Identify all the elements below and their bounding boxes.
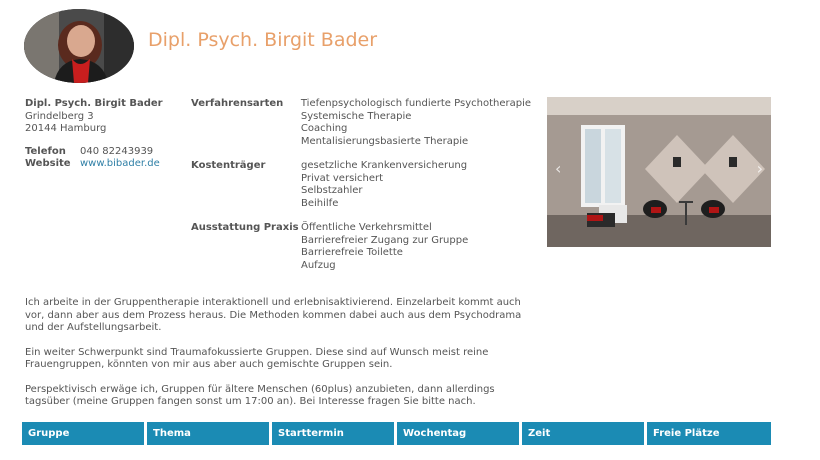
section-label: Verfahrensarten <box>191 98 284 109</box>
section-value: Beihilfe <box>301 197 339 209</box>
section-value: Öffentliche Verkehrsmittel <box>301 222 432 233</box>
column-header-thema[interactable]: Thema <box>147 422 269 445</box>
section-value: Barrierefreier Zugang zur Gruppe <box>301 234 469 246</box>
column-header-starttermin[interactable]: Starttermin <box>272 422 394 445</box>
section-label: Ausstattung Praxis <box>191 222 299 233</box>
carousel-prev-icon[interactable]: ‹ <box>555 159 562 178</box>
photo-carousel <box>547 97 771 247</box>
section-value: Privat versichert <box>301 172 384 184</box>
phone-label: Telefon <box>25 145 66 157</box>
carousel-next-icon[interactable]: › <box>756 159 763 178</box>
info-block <box>191 98 531 284</box>
section-value: Mentalisierungsbasierte Therapie <box>300 135 469 147</box>
section-value: Tiefenpsychologisch fundierte Psychotherapie <box>300 98 531 109</box>
table-header <box>22 422 771 445</box>
column-header-freie-plaetze[interactable]: Freie Plätze <box>647 422 771 445</box>
room-photo <box>547 97 771 247</box>
website-row <box>25 158 185 171</box>
section-verfahrensarten <box>191 98 531 148</box>
paragraph: Ich arbeite in der Gruppentherapie interaktionell und erlebnisaktivierend. Einzelarbeit kommt auch vor, dann aber aus dem Prozess heraus. Die Methoden kommen dabei auch aus dem Psychodrama und der Aufstellungsarbeit. <box>25 297 522 333</box>
section-value: Barrierefreie Toilette <box>301 247 403 258</box>
section-kostentraeger <box>191 160 531 210</box>
description-text <box>25 297 535 421</box>
contact-city: 20144 Hamburg <box>25 123 107 134</box>
column-header-gruppe[interactable]: Gruppe <box>22 422 144 445</box>
contact-street: Grindelberg 3 <box>25 110 94 122</box>
website-label: Website <box>25 158 71 169</box>
section-value: gesetzliche Krankenversicherung <box>301 160 468 171</box>
section-ausstattung <box>191 222 531 272</box>
phone-row <box>25 146 185 159</box>
contact-block <box>25 98 185 171</box>
section-value: Selbstzahler <box>301 185 363 196</box>
page-title: Dipl. Psych. Birgit Bader <box>148 29 378 51</box>
column-header-zeit[interactable]: Zeit <box>522 422 644 445</box>
groups-table <box>22 422 771 445</box>
paragraph: Ein weiter Schwerpunkt sind Traumafokussierte Gruppen. Diese sind auf Wunsch meist reine Frauengruppen, könnten von mir aus aber auch gemischte Gruppen sein. <box>25 346 489 370</box>
section-value: Aufzug <box>301 259 336 271</box>
section-label: Kostenträger <box>191 160 266 171</box>
avatar <box>24 9 134 83</box>
column-header-wochentag[interactable]: Wochentag <box>397 422 519 445</box>
website-link[interactable]: www.bibader.de <box>80 158 160 169</box>
phone-number: 040 82243939 <box>80 145 154 157</box>
section-value: Systemische Therapie <box>300 110 412 122</box>
header <box>24 9 584 83</box>
portrait-image <box>24 9 134 83</box>
contact-name: Dipl. Psych. Birgit Bader <box>25 98 163 109</box>
paragraph: Perspektivisch erwäge ich, Gruppen für ältere Menschen (60plus) anzubieten, dann allerdings tagsüber (meine Gruppen fangen sonst um 17:00 an). Bei Interesse fragen Sie bitte nach. <box>25 383 495 407</box>
section-value: Coaching <box>300 123 348 134</box>
